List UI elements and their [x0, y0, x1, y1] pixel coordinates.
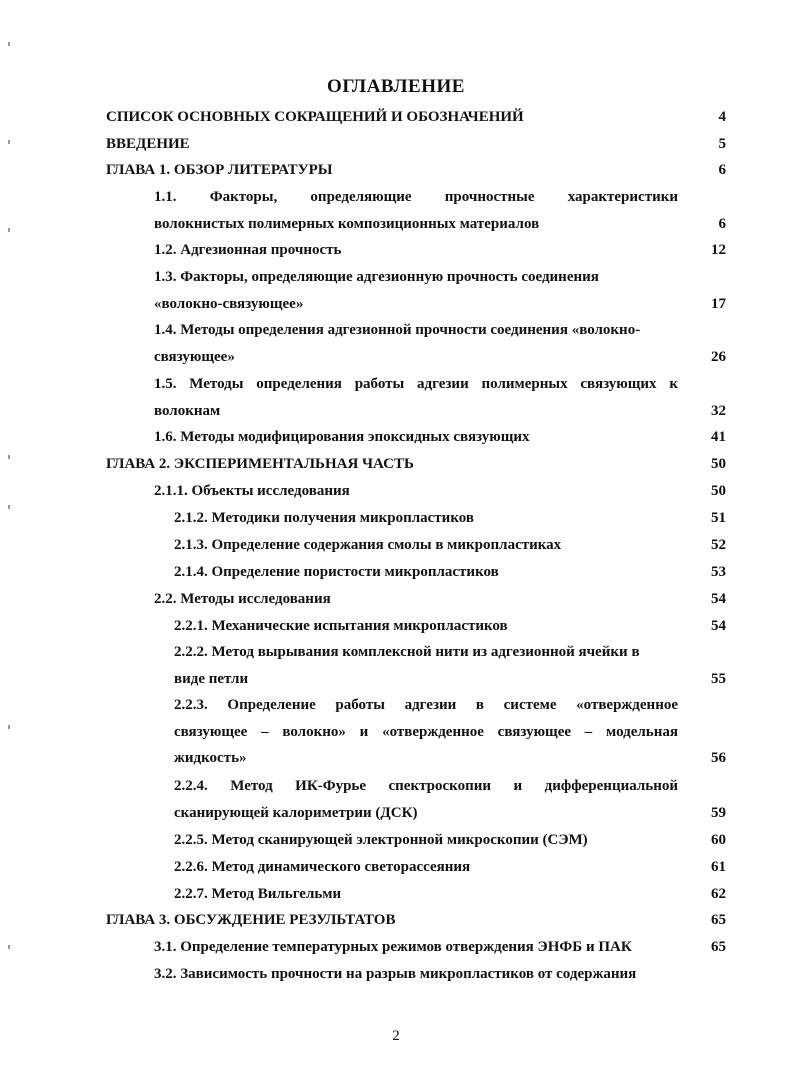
toc-entry	[106, 157, 676, 184]
toc-entry	[174, 854, 678, 881]
toc-entry-text: 2.2.5. Метод сканирующей электронной микроскопии (СЭМ)	[174, 832, 588, 848]
toc-entry-page: 54	[711, 591, 726, 607]
toc-entry-text: 2.1.3. Определение содержания смолы в микропластиках	[174, 537, 562, 553]
toc-entry	[174, 613, 678, 640]
toc-entry-text: 2.1.4. Определение пористости микропластиков	[174, 564, 499, 580]
toc-entry-text: 3.2. Зависимость прочности на разрыв микропластиков от содержания	[154, 966, 637, 982]
toc-entry-text: ГЛАВА 3. ОБСУЖДЕНИЕ РЕЗУЛЬТАТОВ	[106, 912, 396, 928]
toc-entry-text: ГЛАВА 1. ОБЗОР ЛИТЕРАТУРЫ	[106, 162, 333, 178]
toc-entry-page: 41	[711, 429, 726, 445]
toc-entry	[174, 532, 678, 559]
toc-entry	[154, 264, 678, 317]
toc-entry-text: волокнам	[154, 402, 221, 419]
toc-entry-page: 60	[711, 832, 726, 848]
toc-entry-text: СПИСОК ОСНОВНЫХ СОКРАЩЕНИЙ И ОБОЗНАЧЕНИЙ	[106, 109, 524, 125]
toc-entry	[154, 184, 678, 237]
toc-entry-page: 6	[718, 215, 726, 232]
toc-entry	[154, 237, 678, 264]
toc-entry-text: 1.4. Методы определения адгезионной прочности соединения «волокно-	[154, 322, 641, 338]
toc-entry	[154, 586, 678, 613]
toc-entry	[174, 505, 678, 532]
scan-speck	[8, 140, 10, 144]
toc-entry-text: 1.3. Факторы, определяющие адгезионную прочность соединения	[154, 269, 599, 285]
toc-entry-text: ВВЕДЕНИЕ	[106, 136, 190, 152]
toc-entry	[154, 478, 678, 505]
toc-entry-page: 52	[711, 537, 726, 553]
toc-entry	[174, 827, 678, 854]
toc-entry-page: 54	[711, 618, 726, 634]
toc-entry-page: 32	[711, 402, 726, 419]
toc-entry	[174, 773, 678, 826]
toc-entry-page: 65	[711, 939, 726, 955]
toc-entry-page: 50	[711, 456, 726, 472]
toc-entry-text: ГЛАВА 2. ЭКСПЕРИМЕНТАЛЬНАЯ ЧАСТЬ	[106, 456, 414, 472]
toc-entry	[174, 639, 678, 692]
toc-entry	[174, 559, 678, 586]
toc-entry	[106, 451, 676, 478]
toc-entry-text: 2.2.4. Метод ИК-Фурье спектроскопии и дифференциальной	[174, 778, 678, 794]
toc-entry-page: 59	[711, 804, 726, 821]
toc-entry	[154, 424, 678, 451]
toc-entry-text: 2.1.2. Методики получения микропластиков	[174, 510, 474, 526]
page-number: 2	[392, 1028, 400, 1044]
toc-entry	[154, 961, 678, 988]
toc-entry-page: 61	[711, 859, 726, 875]
toc-entry-text: 2.1.1. Объекты исследования	[154, 483, 350, 499]
toc-entry-text: 2.2.2. Метод вырывания комплексной нити из адгезионной ячейки в	[174, 644, 640, 660]
toc-entry-page: 56	[711, 750, 726, 766]
scan-speck	[8, 455, 10, 459]
toc-entry	[106, 131, 676, 158]
toc-entry-page: 6	[718, 162, 726, 178]
toc-entry-text: сканирующей калориметрии (ДСК)	[174, 804, 418, 821]
toc-entry-text: «волокно-связующее»	[154, 295, 304, 312]
toc-entry-text: 3.1. Определение температурных режимов отверждения ЭНФБ и ПАК	[154, 939, 632, 955]
toc-entry-page: 53	[711, 564, 726, 580]
toc-entry	[174, 881, 678, 908]
toc-entry-text: 1.6. Методы модифицирования эпоксидных связующих	[154, 429, 530, 445]
toc-entry-page: 62	[711, 886, 726, 902]
toc-entry	[106, 907, 676, 934]
toc-entry-text: 2.2.1. Механические испытания микропластиков	[174, 618, 508, 634]
toc-entry-page: 55	[711, 670, 726, 687]
toc-entry	[154, 371, 678, 424]
toc-entry-text: 2.2. Методы исследования	[154, 591, 331, 607]
toc-entry-text: 2.2.7. Метод Вильгельми	[174, 886, 342, 902]
toc-entry-page: 5	[718, 136, 726, 152]
toc-entry-text: виде петли	[174, 670, 249, 687]
toc-entry-text: 1.1. Факторы, определяющие прочностные характеристики	[154, 189, 678, 205]
toc-entry-text: 1.2. Адгезионная прочность	[154, 242, 342, 258]
toc-entry-text: связующее»	[154, 348, 235, 365]
toc-entry-text: волокнистых полимерных композиционных материалов	[154, 215, 540, 232]
scan-speck	[8, 945, 10, 949]
scan-speck	[8, 42, 10, 46]
toc-entry-text: связующее – волокно» и «отвержденное связующее – модельная	[174, 723, 678, 740]
toc-entry	[154, 934, 678, 961]
toc-entry	[174, 692, 678, 772]
toc-entry	[106, 104, 676, 131]
toc-entry-page: 17	[711, 295, 726, 312]
scan-speck	[8, 505, 10, 509]
toc-entry-page: 51	[711, 510, 726, 526]
scan-speck	[8, 725, 10, 729]
toc-entry-page: 65	[711, 912, 726, 928]
toc-title: ОГЛАВЛЕНИЕ	[327, 76, 465, 97]
toc-entry-page: 50	[711, 483, 726, 499]
toc-entry-text: 1.5. Методы определения работы адгезии полимерных связующих к	[154, 376, 678, 392]
toc-entry	[154, 317, 678, 370]
scan-speck	[8, 228, 10, 232]
toc-entry-page: 12	[711, 242, 726, 258]
toc-entry-text: 2.2.6. Метод динамического светорассеяния	[174, 859, 471, 875]
toc-entry-text: жидкость»	[174, 750, 247, 766]
toc-entry-page: 26	[711, 348, 726, 365]
toc-entry-text: 2.2.3. Определение работы адгезии в системе «отвержденное	[174, 697, 678, 713]
toc-entry-page: 4	[718, 109, 726, 125]
